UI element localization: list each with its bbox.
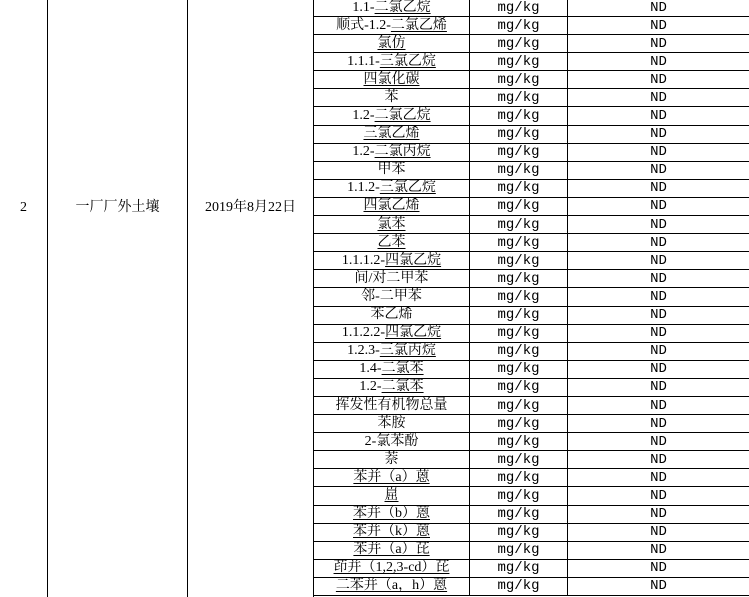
table-row bbox=[314, 524, 749, 542]
analyte-name-cell bbox=[314, 560, 470, 577]
analyte-name-underlined: 二氯乙烷 bbox=[374, 0, 431, 15]
analyte-name-plain: 1.1.2.2- bbox=[341, 325, 386, 341]
analyte-name-cell bbox=[314, 162, 470, 179]
sampling-date-cell bbox=[188, 0, 314, 597]
analyte-name-underlined: 苯并（k）蒽 bbox=[353, 524, 430, 540]
unit-cell: mg/kg bbox=[470, 343, 568, 360]
table-row bbox=[314, 487, 749, 505]
unit-cell: mg/kg bbox=[470, 180, 568, 197]
analyte-name-cell bbox=[314, 216, 470, 233]
table-row bbox=[314, 252, 749, 270]
result-cell: ND bbox=[650, 560, 667, 577]
sampling-date: 2019年8月22日 bbox=[205, 200, 296, 215]
analyte-name-plain: 邻-二甲苯 bbox=[361, 288, 422, 304]
analyte-name-underlined: 苯并（a）蒽 bbox=[353, 469, 430, 485]
table-row bbox=[314, 270, 749, 288]
table-row bbox=[314, 325, 749, 343]
table-row bbox=[314, 53, 749, 71]
result-cell: ND bbox=[650, 53, 667, 70]
analyte-name-underlined: 二苯并（a，h）蒽 bbox=[335, 578, 448, 594]
analyte-name-cell bbox=[314, 506, 470, 523]
result-cell: ND bbox=[650, 0, 667, 16]
sample-number: 2 bbox=[20, 200, 27, 215]
result-cell: ND bbox=[650, 451, 667, 468]
result-cell: ND bbox=[650, 469, 667, 486]
unit-cell: mg/kg bbox=[470, 433, 568, 450]
unit-cell: mg/kg bbox=[470, 0, 568, 16]
analyte-name-cell bbox=[314, 107, 470, 124]
analyte-name-cell bbox=[314, 17, 470, 34]
table-row bbox=[314, 361, 749, 379]
result-cell: ND bbox=[650, 379, 667, 396]
result-cell: ND bbox=[650, 415, 667, 432]
table-row bbox=[314, 415, 749, 433]
unit-cell: mg/kg bbox=[470, 542, 568, 559]
sample-number-cell bbox=[0, 0, 48, 597]
analyte-rows bbox=[314, 0, 749, 596]
analyte-name-underlined: 三氯丙烷 bbox=[379, 343, 436, 359]
unit-cell: mg/kg bbox=[470, 469, 568, 486]
table-row bbox=[314, 0, 749, 17]
result-cell: ND bbox=[650, 325, 667, 342]
table-row bbox=[314, 451, 749, 469]
analyte-name-underlined: 苯并（b）蒽 bbox=[353, 506, 430, 522]
unit-cell: mg/kg bbox=[470, 524, 568, 541]
unit-cell: mg/kg bbox=[470, 379, 568, 396]
table-row bbox=[314, 469, 749, 487]
unit-cell: mg/kg bbox=[470, 451, 568, 468]
analyte-name-cell bbox=[314, 487, 470, 504]
unit-cell: mg/kg bbox=[470, 216, 568, 233]
result-cell: ND bbox=[650, 397, 667, 414]
analyte-name-cell bbox=[314, 469, 470, 486]
result-cell: ND bbox=[650, 89, 667, 106]
table-row bbox=[314, 35, 749, 53]
result-cell: ND bbox=[650, 126, 667, 143]
analyte-name-underlined: 三氯乙烷 bbox=[379, 53, 436, 69]
analyte-name-underlined: 二氯乙烯 bbox=[390, 17, 447, 33]
unit-cell: mg/kg bbox=[470, 397, 568, 414]
table-row bbox=[314, 397, 749, 415]
analyte-name-cell bbox=[314, 397, 470, 414]
unit-cell: mg/kg bbox=[470, 234, 568, 251]
table-row bbox=[314, 578, 749, 596]
analyte-name-plain: 1.2- bbox=[352, 144, 375, 160]
analyte-name-plain: 1.4- bbox=[359, 361, 382, 377]
analyte-name-plain: 1.2- bbox=[359, 379, 382, 395]
unit-cell: mg/kg bbox=[470, 107, 568, 124]
analyte-name-plain: 顺式-1.2- bbox=[336, 17, 391, 33]
result-cell: ND bbox=[650, 343, 667, 360]
table-row bbox=[314, 234, 749, 252]
table-row bbox=[314, 89, 749, 107]
result-cell: ND bbox=[650, 270, 667, 287]
table-row bbox=[314, 542, 749, 560]
table-row bbox=[314, 144, 749, 162]
table-row bbox=[314, 126, 749, 144]
result-cell: ND bbox=[650, 288, 667, 305]
result-cell: ND bbox=[650, 487, 667, 504]
unit-cell: mg/kg bbox=[470, 560, 568, 577]
analyte-name-cell bbox=[314, 415, 470, 432]
result-cell: ND bbox=[650, 524, 667, 541]
analyte-name-underlined: 二氯苯 bbox=[381, 361, 424, 377]
unit-cell: mg/kg bbox=[470, 578, 568, 595]
analyte-name-cell bbox=[314, 270, 470, 287]
table-row bbox=[314, 560, 749, 578]
analyte-name-cell bbox=[314, 307, 470, 324]
analyte-name-plain: 1.1- bbox=[352, 0, 375, 15]
analyte-name-plain: 2-氯苯酚 bbox=[364, 433, 419, 449]
analyte-name-underlined: 四氯乙烷 bbox=[385, 325, 442, 341]
unit-cell: mg/kg bbox=[470, 89, 568, 106]
analyte-name-cell bbox=[314, 361, 470, 378]
table-row bbox=[314, 288, 749, 306]
table-row bbox=[314, 506, 749, 524]
result-cell: ND bbox=[650, 180, 667, 197]
analyte-name-cell bbox=[314, 542, 470, 559]
unit-cell: mg/kg bbox=[470, 71, 568, 88]
analyte-name-cell bbox=[314, 433, 470, 450]
result-cell: ND bbox=[650, 216, 667, 233]
analyte-name-underlined: 四氯化碳 bbox=[363, 71, 420, 87]
unit-cell: mg/kg bbox=[470, 361, 568, 378]
unit-cell: mg/kg bbox=[470, 126, 568, 143]
result-cell: ND bbox=[650, 35, 667, 52]
analyte-name-cell bbox=[314, 252, 470, 269]
analyte-name-underlined: 茚并（1,2,3-cd）芘 bbox=[333, 560, 450, 576]
analyte-name-cell bbox=[314, 198, 470, 215]
result-cell: ND bbox=[650, 252, 667, 269]
analyte-name-cell bbox=[314, 325, 470, 342]
analyte-name-cell bbox=[314, 144, 470, 161]
analyte-name-cell bbox=[314, 126, 470, 143]
analyte-name-cell bbox=[314, 524, 470, 541]
analyte-name-plain: 1.2.3- bbox=[347, 343, 380, 359]
analyte-name-cell bbox=[314, 379, 470, 396]
unit-cell: mg/kg bbox=[470, 252, 568, 269]
table-row bbox=[314, 107, 749, 125]
analyte-name-plain: 苯乙烯 bbox=[370, 307, 413, 323]
analyte-name-plain: 萘 bbox=[384, 451, 399, 467]
result-cell: ND bbox=[650, 108, 667, 125]
analyte-name-underlined: 三氯乙烷 bbox=[379, 180, 436, 196]
analyte-name-underlined: 四氯乙烯 bbox=[363, 198, 420, 214]
analyte-name-plain: 间/对二甲苯 bbox=[354, 270, 429, 286]
result-cell: ND bbox=[650, 506, 667, 523]
analyte-name-cell bbox=[314, 180, 470, 197]
analyte-name-underlined: 乙苯 bbox=[377, 234, 406, 250]
unit-cell: mg/kg bbox=[470, 325, 568, 342]
table-row bbox=[314, 162, 749, 180]
unit-cell: mg/kg bbox=[470, 162, 568, 179]
analyte-name-underlined: 四氯乙烷 bbox=[385, 252, 442, 268]
unit-cell: mg/kg bbox=[470, 307, 568, 324]
analyte-name-cell bbox=[314, 234, 470, 251]
result-cell: ND bbox=[650, 542, 667, 559]
result-cell: ND bbox=[650, 307, 667, 324]
result-cell: ND bbox=[650, 361, 667, 378]
analyte-name-cell bbox=[314, 288, 470, 305]
table-row bbox=[314, 307, 749, 325]
sample-name: 一厂厂外土壤 bbox=[75, 200, 160, 215]
analyte-name-underlined: 氯仿 bbox=[377, 35, 406, 51]
analyte-name-plain: 1.1.2- bbox=[347, 180, 380, 196]
analyte-name-underlined: 二氯乙烷 bbox=[374, 108, 431, 124]
table-row bbox=[314, 216, 749, 234]
result-cell: ND bbox=[650, 162, 667, 179]
table-row bbox=[314, 433, 749, 451]
result-cell: ND bbox=[650, 17, 667, 34]
analyte-name-plain: 甲苯 bbox=[377, 162, 406, 178]
analyte-name-underlined: 崫 bbox=[384, 487, 399, 503]
analyte-name-cell bbox=[314, 71, 470, 88]
result-cell: ND bbox=[650, 234, 667, 251]
unit-cell: mg/kg bbox=[470, 288, 568, 305]
table-row bbox=[314, 17, 749, 35]
analyte-name-underlined: 苯并（a）芘 bbox=[353, 542, 430, 558]
analyte-name-plain: 苯 bbox=[384, 89, 399, 105]
unit-cell: mg/kg bbox=[470, 198, 568, 215]
sample-name-cell bbox=[48, 0, 188, 597]
analyte-name-cell bbox=[314, 343, 470, 360]
analyte-name-underlined: 三氯乙烯 bbox=[363, 126, 420, 142]
result-cell: ND bbox=[650, 578, 667, 595]
table-row bbox=[314, 379, 749, 397]
analyte-name-plain: 1.1.1.2- bbox=[341, 252, 386, 268]
analyte-name-plain: 苯胺 bbox=[377, 415, 406, 431]
analyte-name-cell bbox=[314, 35, 470, 52]
table-row bbox=[314, 180, 749, 198]
unit-cell: mg/kg bbox=[470, 17, 568, 34]
analyte-name-underlined: 氯苯 bbox=[377, 216, 406, 232]
analyte-name-cell bbox=[314, 53, 470, 70]
unit-cell: mg/kg bbox=[470, 506, 568, 523]
unit-cell: mg/kg bbox=[470, 270, 568, 287]
analyte-name-underlined: 二氯丙烷 bbox=[374, 144, 431, 160]
result-cell: ND bbox=[650, 198, 667, 215]
result-cell: ND bbox=[650, 433, 667, 450]
table-row bbox=[314, 198, 749, 216]
analyte-name-cell bbox=[314, 451, 470, 468]
unit-cell: mg/kg bbox=[470, 487, 568, 504]
analyte-name-cell bbox=[314, 0, 470, 16]
analyte-name-plain: 1.2- bbox=[352, 108, 375, 124]
analyte-name-plain: 1.1.1- bbox=[347, 53, 380, 69]
analyte-name-underlined: 二氯苯 bbox=[381, 379, 424, 395]
unit-cell: mg/kg bbox=[470, 415, 568, 432]
result-cell: ND bbox=[650, 144, 667, 161]
analyte-name-cell bbox=[314, 578, 470, 595]
table-row bbox=[314, 71, 749, 89]
result-cell: ND bbox=[650, 71, 667, 88]
analyte-name-cell bbox=[314, 89, 470, 106]
unit-cell: mg/kg bbox=[470, 53, 568, 70]
unit-cell: mg/kg bbox=[470, 35, 568, 52]
analyte-name-plain: 挥发性有机物总量 bbox=[335, 397, 448, 413]
table-row bbox=[314, 343, 749, 361]
unit-cell: mg/kg bbox=[470, 144, 568, 161]
